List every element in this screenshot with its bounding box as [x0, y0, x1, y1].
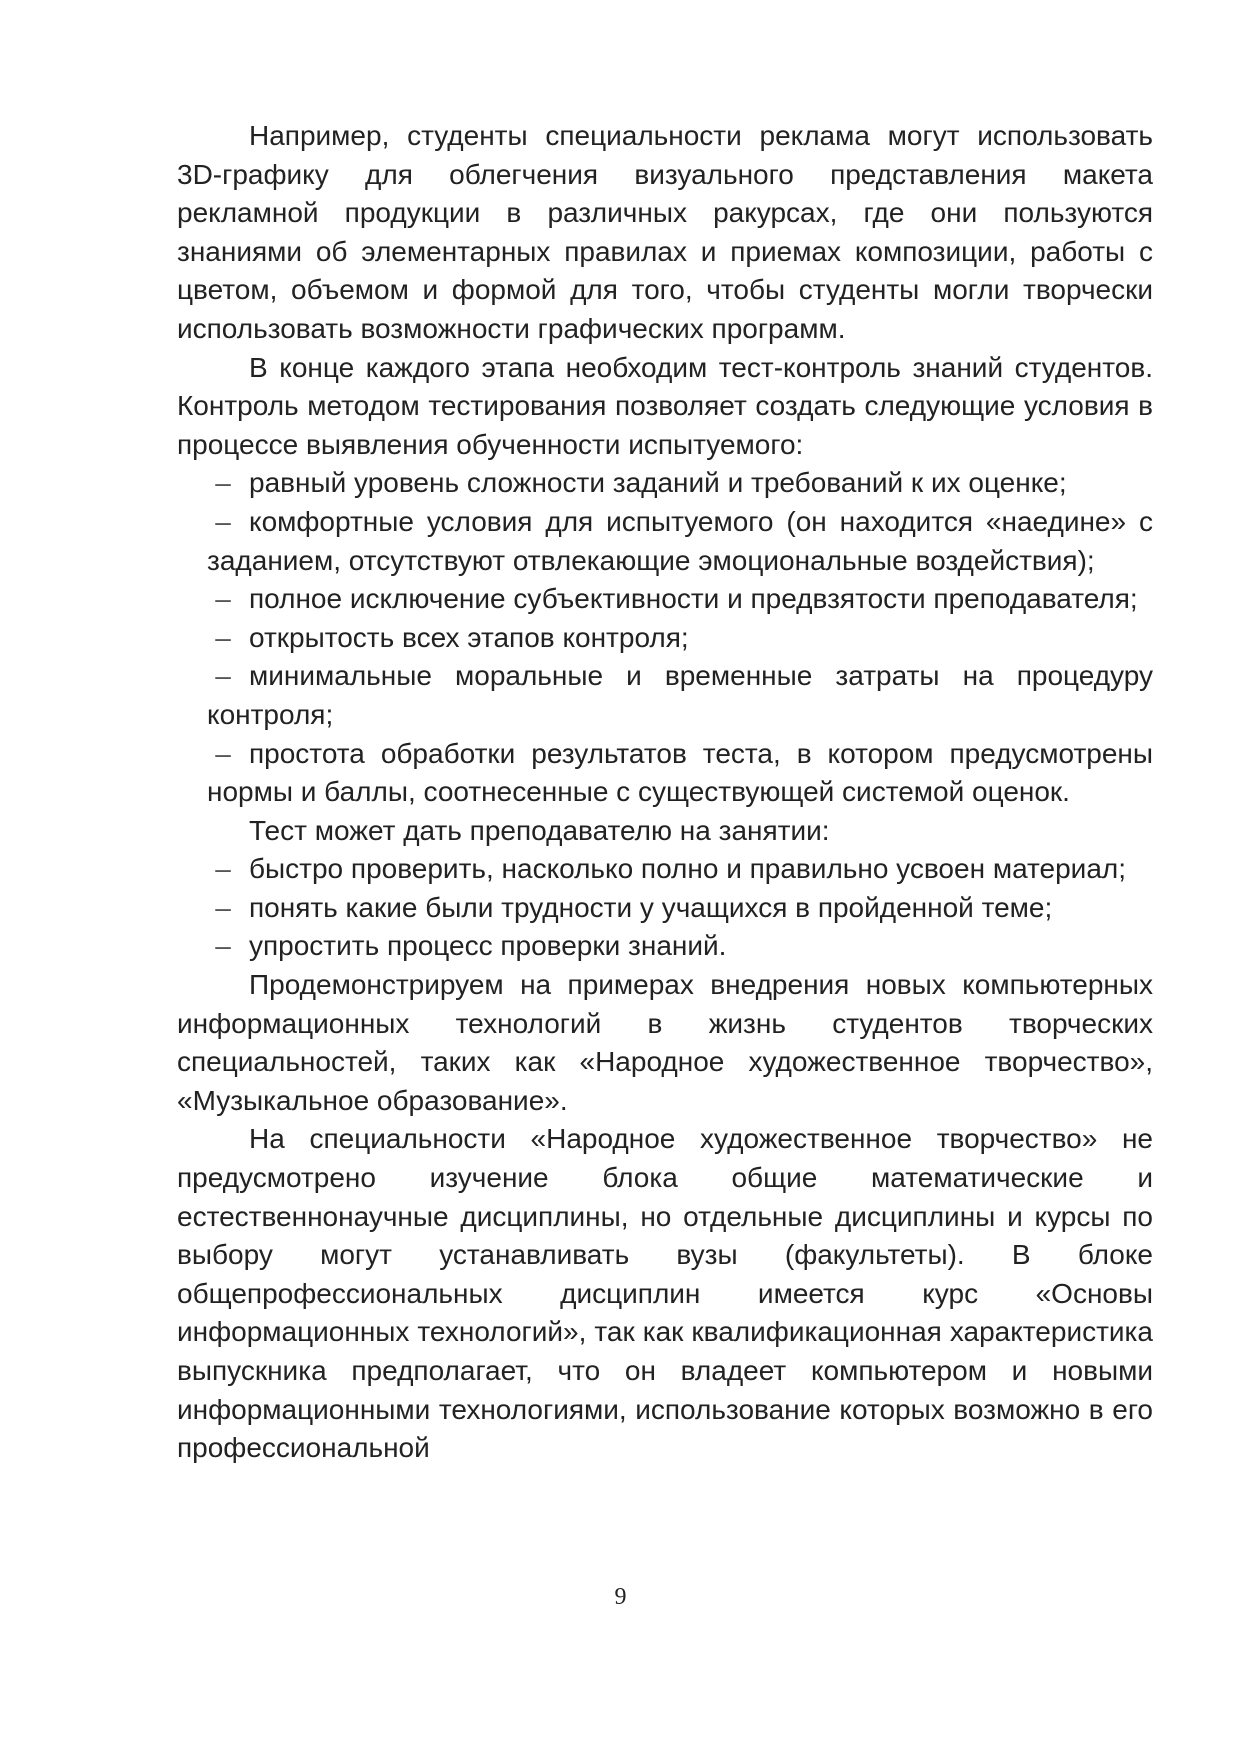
paragraph-folk-art-specialty: На специальности «Народное художественное творчество» не предусмотрено изучение блока общие математические и естественнонаучные дисциплины, но отдельные дисциплины и курсы по выбору могут устанавливать вузы (факультеты). В блоке общепрофессиональных дисциплин имеется курс «Основы информационных технологий», так как квалификационная характеристика выпускника предполагает, что он владеет компьютером и новыми информационными технологиями, использование которых возможно в его профессиональной	[177, 1123, 1153, 1464]
list-item-text: простота обработки результатов теста, в котором предусмотрены нормы и баллы, соотнесенные с существующей системой оценок.	[207, 737, 1153, 808]
dash-bullet: –	[215, 891, 231, 923]
list-item-text: понять какие были трудности у учащихся в пройденной теме;	[249, 891, 1053, 923]
list-item	[207, 619, 1153, 658]
list-item-text: быстро проверить, насколько полно и правильно усвоен материал;	[249, 853, 1127, 885]
dash-bullet: –	[215, 930, 231, 962]
dash-bullet: –	[215, 853, 231, 885]
dash-bullet: –	[215, 621, 231, 653]
list-item	[207, 850, 1153, 889]
paragraph-test-intro: Тест может дать преподавателю на занятии:	[249, 814, 830, 846]
list-item-text: полное исключение субъективности и предвзятости преподавателя;	[249, 583, 1138, 615]
dash-bullet: –	[215, 467, 231, 499]
list-item	[207, 889, 1153, 928]
test-benefits-list	[177, 850, 1153, 966]
dash-bullet: –	[215, 660, 231, 692]
paragraph-examples: Продемонстрируем на примерах внедрения новых компьютерных информационных технологий в жизнь студентов творческих специальностей, таких как «Народное художественное творчество», «Музыкальное образование».	[177, 969, 1153, 1116]
dash-bullet: –	[215, 505, 231, 537]
page-body	[177, 117, 1153, 1468]
list-item	[207, 580, 1153, 619]
list-item-text: минимальные моральные и временные затраты на процедуру контроля;	[207, 660, 1153, 730]
list-item	[207, 657, 1153, 734]
list-item-text: открытость всех этапов контроля;	[249, 621, 689, 653]
list-item	[207, 927, 1153, 966]
list-item	[207, 735, 1153, 812]
dash-bullet: –	[215, 737, 231, 769]
list-item-text: комфортные условия для испытуемого (он находится «наедине» с заданием, отсутствуют отвлекающие эмоциональные воздействия);	[207, 505, 1153, 576]
list-item	[207, 503, 1153, 580]
list-item	[207, 464, 1153, 503]
paragraph-advertising-3d: Например, студенты специальности реклама могут использовать 3D-графику для облегчения визуального представления макета рекламной продукции в различных ракурсах, где они пользуются знаниями об элементарных правилах и приемах композиции, работы с цветом, объемом и формой для того, чтобы студенты могли творчески использовать возможности графических программ.	[177, 120, 1153, 344]
conditions-list	[177, 464, 1153, 811]
list-item-text: упростить процесс проверки знаний.	[249, 930, 727, 962]
page-number: 9	[614, 1584, 627, 1610]
list-item-text: равный уровень сложности заданий и требований к их оценке;	[249, 467, 1067, 499]
paragraph-test-control: В конце каждого этапа необходим тест-контроль знаний студентов. Контроль методом тестирования позволяет создать следующие условия в процессе выявления обученности испытуемого:	[177, 351, 1153, 460]
dash-bullet: –	[215, 583, 231, 615]
